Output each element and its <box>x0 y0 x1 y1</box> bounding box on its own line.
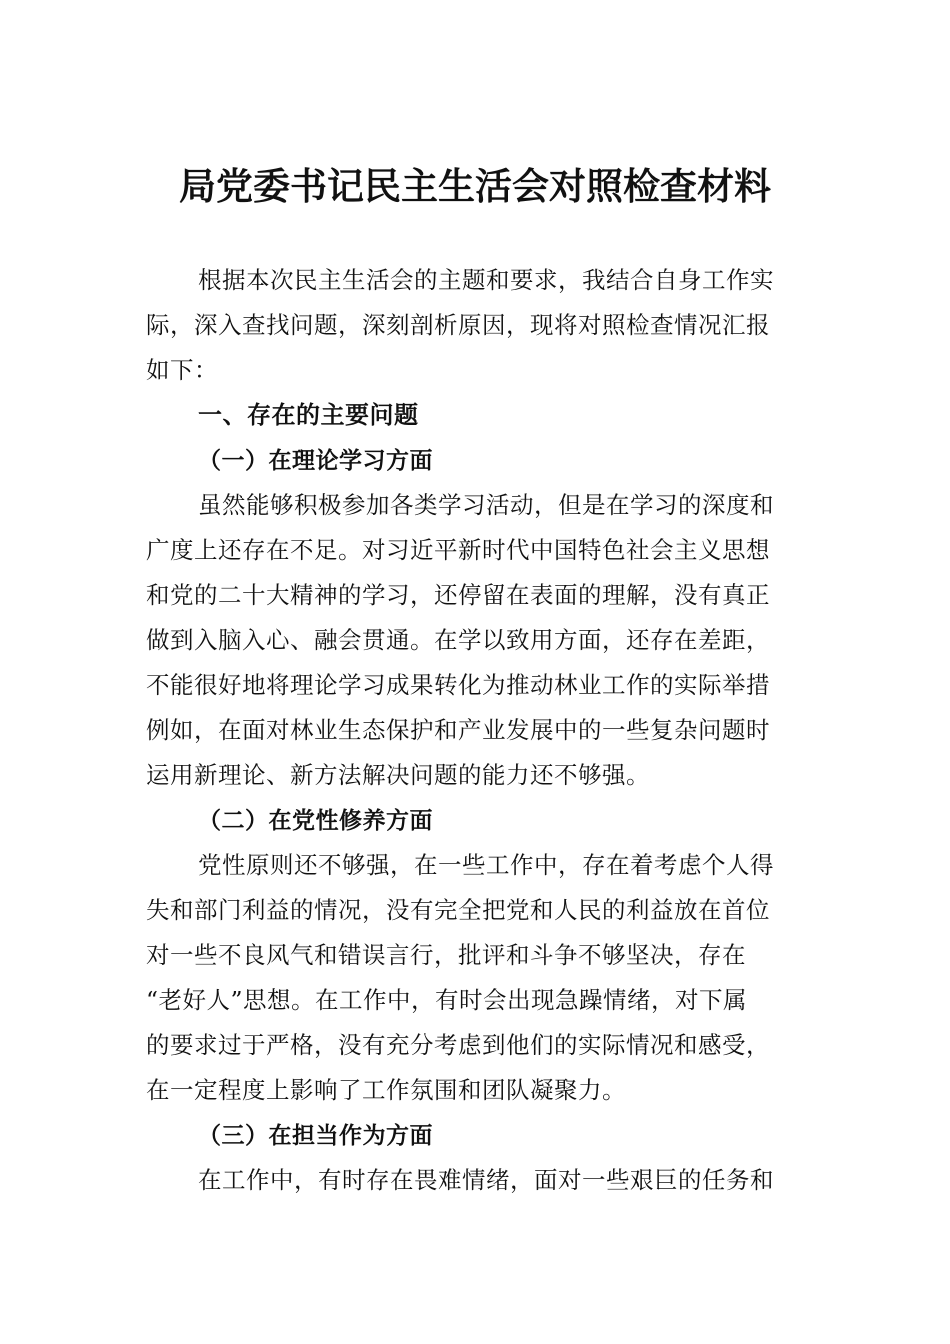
document-body <box>146 258 808 1203</box>
paragraph-line: 运用新理论、新方法解决问题的能力还不够强。 <box>146 761 650 789</box>
paragraph-line: “老好人”思想。在工作中，有时会出现急躁情绪，对下属 <box>146 986 748 1014</box>
paragraph-line: 失和部门利益的情况，没有完全把党和人民的利益放在首位 <box>146 896 770 924</box>
paragraph-line: 在工作中，有时存在畏难情绪，面对一些艰巨的任务和 <box>198 1166 774 1194</box>
paragraph-line: 虽然能够积极参加各类学习活动，但是在学习的深度和 <box>198 491 774 519</box>
paragraph-line: 的要求过于严格，没有充分考虑到他们的实际情况和感受， <box>146 1031 770 1059</box>
section-heading: 一、存在的主要问题 <box>198 401 419 429</box>
paragraph-line: 根据本次民主生活会的主题和要求，我结合自身工作实 <box>198 266 774 294</box>
paragraph-line: 广度上还存在不足。对习近平新时代中国特色社会主义思想 <box>146 536 770 564</box>
paragraph-line: 对一些不良风气和错误言行，批评和斗争不够坚决，存在 <box>146 941 746 969</box>
subsection-heading: （一）在理论学习方面 <box>198 447 433 474</box>
paragraph-line: 例如，在面对林业生态保护和产业发展中的一些复杂问题时 <box>146 716 770 744</box>
document-title: 局党委书记民主生活会对照检查材料 <box>179 164 771 208</box>
responsibility-paragraph <box>146 1158 808 1203</box>
intro-paragraph <box>146 258 808 393</box>
paragraph-line: 如下： <box>146 356 218 384</box>
subsection-heading: （二）在党性修养方面 <box>198 807 433 834</box>
paragraph-line: 和党的二十大精神的学习，还停留在表面的理解，没有真正 <box>146 581 770 609</box>
paragraph-line: 不能很好地将理论学习成果转化为推动林业工作的实际举措 <box>146 671 770 699</box>
paragraph-line: 党性原则还不够强，在一些工作中，存在着考虑个人得 <box>198 851 774 879</box>
subsection-heading: （三）在担当作为方面 <box>198 1122 433 1149</box>
paragraph-line: 做到入脑入心、融会贯通。在学以致用方面，还存在差距， <box>146 626 770 654</box>
party-spirit-paragraph <box>146 843 808 1113</box>
paragraph-line: 在一定程度上影响了工作氛围和团队凝聚力。 <box>146 1076 626 1104</box>
theory-study-paragraph <box>146 483 808 798</box>
paragraph-line: 际，深入查找问题，深刻剖析原因，现将对照检查情况汇报 <box>146 311 770 339</box>
